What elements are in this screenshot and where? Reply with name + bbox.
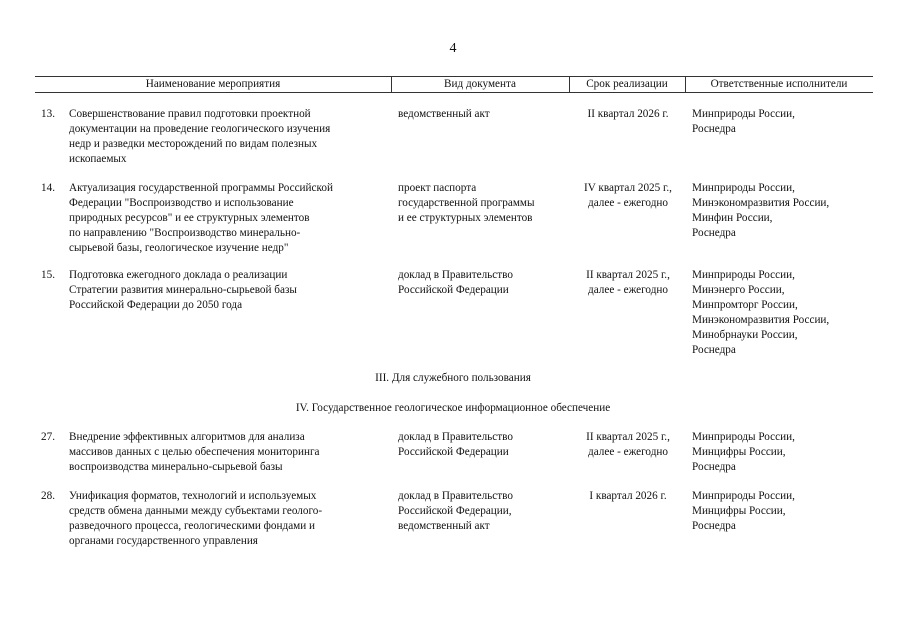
text-line: Минэнерго России,	[692, 284, 785, 296]
text-line: далее - ежегодно	[588, 197, 668, 209]
text-line: Минприроды России,	[692, 490, 795, 502]
text-line: средств обмена данными между субъектами геолого-	[69, 505, 323, 517]
text-line: далее - ежегодно	[588, 284, 668, 296]
text-line: Российской Федерации	[398, 284, 509, 296]
text-line: II квартал 2026 г.	[587, 108, 669, 120]
document-type	[398, 430, 568, 460]
text-line: Минприроды России,	[692, 182, 795, 194]
text-line: Минприроды России,	[692, 269, 795, 281]
text-line: I квартал 2026 г.	[589, 490, 667, 502]
text-line: доклад в Правительство	[398, 431, 513, 443]
deadline	[572, 268, 684, 298]
text-line: недр и разведки месторождений по видам полезных	[69, 138, 318, 150]
row-number: 13.	[41, 108, 55, 120]
text-line: IV квартал 2025 г.,	[584, 182, 672, 194]
text-line: Минцифры России,	[692, 446, 786, 458]
text-line: ведомственный акт	[398, 520, 490, 532]
column-header-term: Срок реализации	[586, 78, 668, 90]
column-header-doc: Вид документа	[444, 78, 516, 90]
text-line: Роснедра	[692, 123, 736, 135]
table-header	[35, 76, 873, 93]
text-line: Минэкономразвития России,	[692, 314, 830, 326]
deadline	[572, 430, 684, 460]
text-line: Стратегии развития минерально-сырьевой базы	[69, 284, 297, 296]
deadline	[572, 489, 684, 504]
column-header-resp: Ответственные исполнители	[710, 78, 848, 90]
text-line: Актуализация государственной программы Российской	[69, 182, 333, 194]
text-line: II квартал 2025 г.,	[586, 431, 670, 443]
text-line: Роснедра	[692, 520, 736, 532]
measure-name	[69, 268, 387, 313]
responsible-executors	[692, 489, 872, 534]
text-line: природных ресурсов" и ее структурных элементов	[69, 212, 310, 224]
text-line: Минпромторг России,	[692, 299, 798, 311]
text-line: Минцифры России,	[692, 505, 786, 517]
row-number: 14.	[41, 182, 55, 194]
text-line: Роснедра	[692, 344, 736, 356]
text-line: Унификация форматов, технологий и используемых	[69, 490, 317, 502]
section-heading: IV. Государственное геологическое информационное обеспечение	[295, 402, 611, 414]
text-line: доклад в Правительство	[398, 490, 513, 502]
text-line: проект паспорта	[398, 182, 477, 194]
text-line: документации на проведение геологического изучения	[69, 123, 331, 135]
text-line: Минприроды России,	[692, 108, 795, 120]
deadline	[572, 181, 684, 211]
text-line: Роснедра	[692, 461, 736, 473]
text-line: Российской Федерации до 2050 года	[69, 299, 243, 311]
measure-name	[69, 430, 387, 475]
text-line: Минприроды России,	[692, 431, 795, 443]
text-line: Федерации "Воспроизводство и использование	[69, 197, 294, 209]
text-line: сырьевой базы, геологическое изучение недр"	[69, 242, 289, 254]
text-line: Совершенствование правил подготовки проектной	[69, 108, 311, 120]
text-line: Минэкономразвития России,	[692, 197, 830, 209]
document-type	[398, 181, 568, 226]
text-line: доклад в Правительство	[398, 269, 513, 281]
row-number: 15.	[41, 269, 55, 281]
text-line: Минфин России,	[692, 212, 773, 224]
responsible-executors	[692, 268, 872, 358]
text-line: Подготовка ежегодного доклада о реализации	[69, 269, 288, 281]
text-line: разведочного процесса, геологическими фондами и	[69, 520, 316, 532]
text-line: ископаемых	[69, 153, 127, 165]
text-line: Минобрнауки России,	[692, 329, 798, 341]
row-number: 28.	[41, 490, 55, 502]
responsible-executors	[692, 430, 872, 475]
text-line: II квартал 2025 г.,	[586, 269, 670, 281]
text-line: Роснедра	[692, 227, 736, 239]
deadline	[572, 107, 684, 122]
text-line: государственной программы	[398, 197, 535, 209]
document-type	[398, 268, 568, 298]
measure-name	[69, 107, 387, 167]
text-line: и ее структурных элементов	[398, 212, 533, 224]
column-header-name: Наименование мероприятия	[145, 78, 281, 90]
row-number: 27.	[41, 431, 55, 443]
text-line: по направлению "Воспроизводство минерально-	[69, 227, 301, 239]
text-line: далее - ежегодно	[588, 446, 668, 458]
responsible-executors	[692, 181, 872, 241]
measure-name	[69, 181, 387, 256]
text-line: органами государственного управления	[69, 535, 258, 547]
document-type	[398, 107, 568, 122]
responsible-executors	[692, 107, 872, 137]
document-type	[398, 489, 568, 534]
section-heading: III. Для служебного пользования	[375, 372, 531, 384]
text-line: ведомственный акт	[398, 108, 490, 120]
text-line: массивов данных с целью обеспечения мониторинга	[69, 446, 320, 458]
measure-name	[69, 489, 387, 549]
text-line: воспроизводства минерально-сырьевой базы	[69, 461, 283, 473]
text-line: Российской Федерации	[398, 446, 509, 458]
text-line: Российской Федерации,	[398, 505, 512, 517]
text-line: Внедрение эффективных алгоритмов для анализа	[69, 431, 305, 443]
page-number: 4	[449, 41, 457, 56]
